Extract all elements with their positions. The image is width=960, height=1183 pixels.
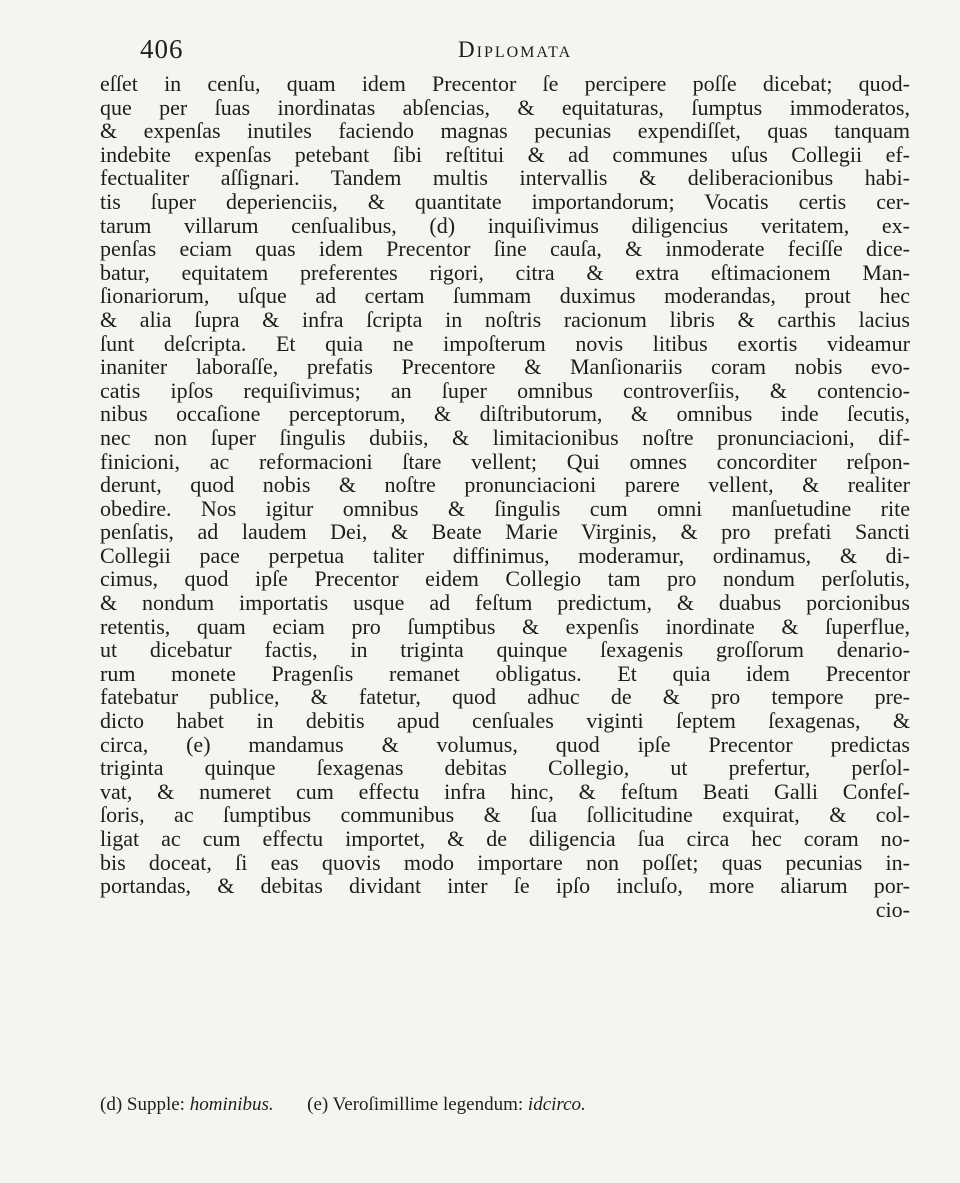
text-line: cimus, quod ipſe Precentor eidem Collegio tam pro nondum perſolutis, [100, 566, 910, 592]
text-line: nibus occaſione perceptorum, & diſtributorum, & omnibus inde ſecutis, [100, 401, 910, 427]
text-line: vat, & numeret cum effectu infra hinc, & feſtum Beati Galli Confeſ- [100, 778, 910, 804]
text-line: triginta quinque ſexagenas debitas Collegio, ut prefertur, perſol- [100, 755, 910, 781]
text-line: Collegii pace perpetua taliter diffinimus, moderamur, ordinamus, & di- [100, 542, 910, 568]
text-line: fatebatur publice, & fatetur, quod adhuc de & pro tempore pre- [100, 684, 910, 710]
page-number: 406 [140, 34, 184, 64]
text-line: tarum villarum cenſualibus, (d) inquiſivimus diligencius veritatem, ex- [100, 212, 910, 238]
text-line: penſatis, ad laudem Dei, & Beate Marie Virginis, & pro prefati Sancti [100, 519, 910, 545]
text-line: ſionariorum, uſque ad certam ſummam duximus moderandas, prout hec [100, 283, 910, 309]
footnote-text: idcirco. [527, 1094, 586, 1115]
text-line: obedire. Nos igitur omnibus & ſingulis cum omni manſuetudine rite [100, 495, 910, 521]
text-line: & nondum importatis usque ad feſtum predictum, & duabus porcionibus [100, 590, 910, 616]
footnote-label: Supple: [126, 1094, 185, 1115]
footnote-d [100, 1094, 278, 1115]
footnotes [100, 1092, 800, 1118]
text-line: derunt, quod nobis & noſtre pronunciacioni parere vellent, & realiter [100, 472, 910, 498]
text-line: ligat ac cum effectu importet, & de diligencia ſua circa hec coram no- [100, 826, 910, 851]
text-line: penſas eciam quas idem Precentor ſine cauſa, & inmoderate feciſſe dice- [100, 236, 910, 262]
text-line: fectualiter aſſignari. Tandem multis intervallis & deliberacionibus habi- [100, 165, 910, 191]
text-line: & alia ſupra & infra ſcripta in noſtris racionum libris & carthis lacius [100, 306, 910, 332]
footnote-mark: (e) [307, 1094, 329, 1115]
footnote-mark: (d) [100, 1094, 123, 1115]
text-line: dicto habet in debitis apud cenſuales viginti ſeptem ſexagenas, & [100, 708, 910, 734]
footnote-e [307, 1094, 586, 1115]
text-line: ſoris, ac ſumptibus communibus & ſua ſollicitudine exquirat, & col- [100, 802, 910, 828]
text-line: bis doceat, ſi eas quovis modo importare non poſſet; quas pecunias in- [100, 849, 910, 875]
body-text [100, 72, 910, 921]
text-line: & expenſas inutiles faciendo magnas pecunias expendiſſet, quas tanquam [100, 118, 910, 144]
footnote-label: Veroſimillime legendum: [332, 1094, 524, 1115]
text-line: ut dicebatur factis, in triginta quinque ſexagenis groſſorum denario- [100, 637, 910, 663]
text-line: inaniter laboraſſe, prefatis Precentore & Manſionariis coram nobis evo- [100, 354, 910, 380]
text-line: portandas, & debitas dividant inter ſe ipſo incluſo, more aliarum por- [100, 873, 910, 899]
text-line: finicioni, ac reformacioni ſtare vellent; Qui omnes concorditer reſpon- [100, 448, 910, 474]
text-line: nec non ſuper ſingulis dubiis, & limitacionibus noſtre pronunciacioni, dif- [100, 424, 910, 450]
running-title: Diplomata [458, 37, 573, 62]
text-line: catis ipſos requiſivimus; an ſuper omnibus controverſiis, & contencio- [100, 377, 910, 403]
text-line: que per ſuas inordinatas abſencias, & equitaturas, ſumptus immoderatos, [100, 94, 910, 120]
text-line: cio- [875, 896, 910, 922]
footnote-text: hominibus. [189, 1094, 274, 1115]
text-line: tis ſuper deperienciis, & quantitate importandorum; Vocatis certis cer- [100, 188, 910, 214]
text-line: rum monete Pragenſis remanet obligatus. Et quia idem Precentor [100, 660, 910, 686]
text-line: circa, (e) mandamus & volumus, quod ipſe Precentor predictas [100, 731, 910, 757]
page-header [140, 34, 900, 68]
text-line: eſſet in cenſu, quam idem Precentor ſe percipere poſſe dicebat; quod- [100, 71, 910, 96]
text-line: indebite expenſas petebant ſibi reſtitui & ad communes uſus Collegii ef- [100, 141, 910, 167]
text-line: ſunt deſcripta. Et quia ne impoſterum novis litibus exortis videamur [100, 330, 910, 356]
text-line: batur, equitatem preferentes rigori, citra & extra eſtimacionem Man- [100, 259, 910, 285]
text-line: retentis, quam eciam pro ſumptibus & expenſis inordinate & ſuperflue, [100, 613, 910, 639]
